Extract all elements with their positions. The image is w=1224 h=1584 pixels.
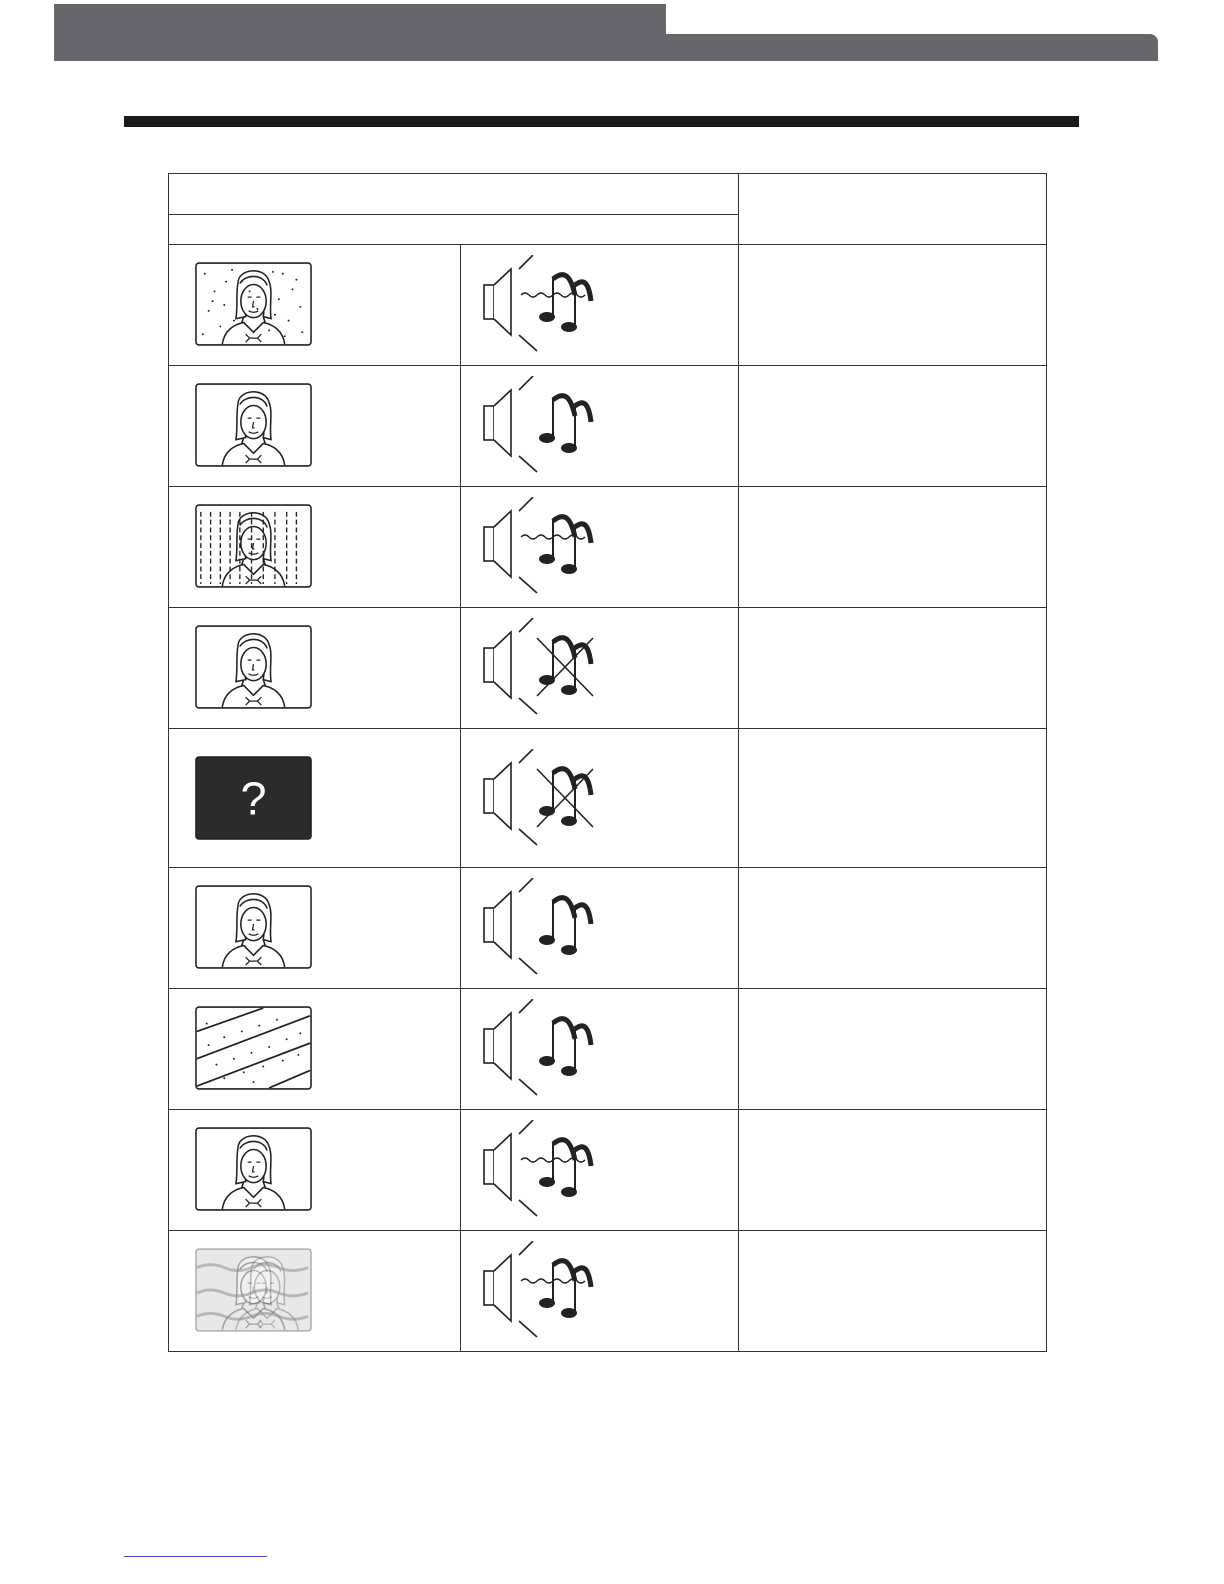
picture-cell: [169, 487, 461, 608]
symptom-header-cell: [169, 174, 739, 215]
header-band-left: [54, 4, 666, 61]
picture-cell: [169, 245, 461, 366]
clear-picture-icon: [195, 1127, 312, 1211]
sound-cell: [461, 366, 739, 487]
table-row: [169, 608, 1047, 729]
table-row: [169, 366, 1047, 487]
svg-text:?: ?: [240, 772, 267, 825]
table-row: [169, 729, 1047, 868]
picture-cell: [169, 989, 461, 1110]
no-picture-icon: [195, 756, 312, 840]
troubleshooting-table: [168, 173, 1047, 1352]
table-row: [169, 1110, 1047, 1231]
picture-cell: [169, 1110, 461, 1231]
remedy-cell: [739, 1110, 1047, 1231]
sound-cell: [461, 245, 739, 366]
normal-sound-icon: [481, 376, 611, 476]
sound-cell: [461, 729, 739, 868]
noisy-sound-icon: [481, 1241, 611, 1341]
remedy-cell: [739, 366, 1047, 487]
remedy-cell: [739, 608, 1047, 729]
diagonal-interference-icon: [195, 1006, 312, 1090]
noisy-sound-icon: [481, 1120, 611, 1220]
striped-picture-icon: [195, 504, 312, 588]
normal-sound-icon: [481, 878, 611, 978]
snowy-picture-icon: [195, 262, 312, 346]
table-row: [169, 245, 1047, 366]
clear-picture-icon: [195, 885, 312, 969]
title-rule: [124, 116, 1079, 127]
picture-cell: [169, 729, 461, 868]
sound-cell: [461, 868, 739, 989]
picture-cell: [169, 608, 461, 729]
sound-cell: [461, 989, 739, 1110]
no-sound-icon: [481, 749, 611, 849]
noisy-sound-icon: [481, 497, 611, 597]
table-row: [169, 1231, 1047, 1352]
picture-cell: [169, 1231, 461, 1352]
no-sound-icon: [481, 618, 611, 718]
noisy-sound-icon: [481, 255, 611, 355]
sound-cell: [461, 1231, 739, 1352]
header-band-right: [640, 34, 1158, 61]
picture-cell: [169, 366, 461, 487]
remedy-cell: [739, 729, 1047, 868]
clear-picture-icon: [195, 625, 312, 709]
footer-link-underline[interactable]: [124, 1556, 267, 1557]
normal-sound-icon: [481, 999, 611, 1099]
sound-cell: [461, 487, 739, 608]
remedy-cell: [739, 487, 1047, 608]
picture-cell: [169, 868, 461, 989]
clear-picture-icon: [195, 383, 312, 467]
sound-cell: [461, 608, 739, 729]
remedy-cell: [739, 868, 1047, 989]
remedy-cell: [739, 245, 1047, 366]
remedy-header-cell: [739, 174, 1047, 245]
symptom-subheader-cell: [169, 215, 739, 245]
table-row: [169, 868, 1047, 989]
remedy-cell: [739, 1231, 1047, 1352]
ghost-picture-icon: [195, 1248, 312, 1332]
sound-cell: [461, 1110, 739, 1231]
table-row: [169, 989, 1047, 1110]
remedy-cell: [739, 989, 1047, 1110]
table-row: [169, 487, 1047, 608]
